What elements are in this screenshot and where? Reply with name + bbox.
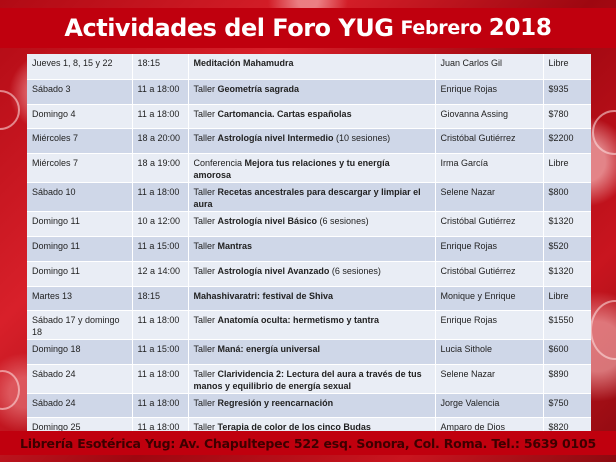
activity-name: Astrología nivel Básico: [217, 215, 318, 226]
cell-time: 11 a 18:00: [132, 310, 188, 339]
cell-date: Domingo 4: [27, 104, 132, 128]
activity-name: Regresión y reencarnación: [217, 397, 334, 408]
cell-date: Jueves 1, 8, 15 y 22: [27, 54, 132, 79]
cell-price: $600: [543, 339, 591, 364]
activity-name: Geometría sagrada: [217, 83, 300, 94]
activity-type: Taller: [193, 421, 218, 432]
footer-banner: [0, 431, 616, 455]
cell-price: $890: [543, 364, 591, 393]
activity-name: Mejora tus relaciones y tu energía amorosa: [193, 157, 390, 180]
activity-name: Astrología nivel Intermedio: [217, 132, 334, 143]
table-row: [27, 153, 591, 182]
cell-price: $1550: [543, 310, 591, 339]
cell-activity: [188, 54, 435, 79]
cell-instructor: Enrique Rojas: [435, 310, 543, 339]
cell-time: 18 a 19:00: [132, 153, 188, 182]
decorative-heart-icon: [590, 300, 616, 360]
cell-activity: [188, 310, 435, 339]
table-row: [27, 286, 591, 310]
activity-name: Mahashivaratri: festival de Shiva: [193, 290, 334, 301]
cell-price: $800: [543, 182, 591, 211]
activity-type: Taller: [193, 240, 218, 251]
cell-price: $820: [543, 417, 591, 439]
cell-time: 10 a 12:00: [132, 211, 188, 236]
cell-price: $1320: [543, 211, 591, 236]
cell-date: Sábado 3: [27, 79, 132, 104]
cell-date: Domingo 18: [27, 339, 132, 364]
cell-time: 11 a 15:00: [132, 339, 188, 364]
cell-instructor: Giovanna Assing: [435, 104, 543, 128]
table-row: [27, 364, 591, 393]
cell-instructor: Juan Carlos Gil: [435, 54, 543, 79]
cell-instructor: Jorge Valencia: [435, 393, 543, 417]
page-title: Actividades del Foro YUG: [64, 14, 394, 42]
cell-date: Martes 13: [27, 286, 132, 310]
cell-activity: [188, 79, 435, 104]
activity-type: Taller: [193, 108, 218, 119]
cell-price: $1320: [543, 261, 591, 286]
cell-time: 11 a 18:00: [132, 182, 188, 211]
table-row: [27, 310, 591, 339]
cell-instructor: Selene Nazar: [435, 364, 543, 393]
decorative-heart-icon: [0, 370, 20, 410]
table-row: [27, 393, 591, 417]
cell-date: Domingo 11: [27, 261, 132, 286]
cell-date: Domingo 11: [27, 211, 132, 236]
activities-table-body: [27, 54, 591, 439]
table-row: [27, 104, 591, 128]
table-row: [27, 211, 591, 236]
cell-date: Miércoles 7: [27, 153, 132, 182]
cell-activity: [188, 153, 435, 182]
title-month: Febrero: [400, 17, 482, 39]
cell-instructor: Enrique Rojas: [435, 79, 543, 104]
cell-time: 11 a 18:00: [132, 364, 188, 393]
cell-date: Domingo 25: [27, 417, 132, 439]
activity-type: Taller: [193, 83, 218, 94]
activity-name: Clarividencia 2: Lectura del aura a través de tus manos y equilibrio de energía sexual: [193, 368, 422, 391]
cell-price: $935: [543, 79, 591, 104]
cell-instructor: Cristóbal Gutiérrez: [435, 211, 543, 236]
cell-time: 11 a 18:00: [132, 393, 188, 417]
cell-activity: [188, 261, 435, 286]
cell-instructor: Lucia Sithole: [435, 339, 543, 364]
cell-time: 11 a 18:00: [132, 79, 188, 104]
activity-name: Meditación Mahamudra: [193, 58, 294, 68]
activity-name: Cartomancia. Cartas españolas: [217, 108, 352, 119]
activity-type: Taller: [193, 215, 218, 226]
activity-type: Taller: [193, 343, 218, 354]
cell-date: Sábado 17 y domingo 18: [27, 310, 132, 339]
cell-activity: [188, 104, 435, 128]
activity-name: Mantras: [217, 240, 253, 251]
cell-time: 11 a 18:00: [132, 104, 188, 128]
table-row: [27, 261, 591, 286]
cell-activity: [188, 286, 435, 310]
cell-instructor: Irma García: [435, 153, 543, 182]
decorative-heart-icon: [0, 90, 20, 130]
activity-name: Terapia de color de los cinco Budas: [217, 421, 371, 432]
cell-time: 18:15: [132, 286, 188, 310]
footer-address: Librería Esotérica Yug: Av. Chapultepec 522 esq. Sonora, Col. Roma. Tel.: 5639 0105: [20, 435, 596, 451]
cell-price: $750: [543, 393, 591, 417]
decorative-heart-icon: [592, 110, 616, 155]
activity-type: Taller: [193, 314, 218, 325]
cell-time: 18 a 20:00: [132, 128, 188, 153]
cell-activity: [188, 128, 435, 153]
cell-activity: [188, 182, 435, 211]
activity-type: Conferencia: [193, 157, 245, 168]
cell-date: Sábado 24: [27, 364, 132, 393]
title-year: 2018: [488, 15, 552, 41]
cell-price: Libre: [543, 54, 591, 79]
cell-activity: [188, 236, 435, 261]
cell-time: 11 a 18:00: [132, 417, 188, 439]
activity-type: Taller: [193, 397, 218, 408]
activity-type: Taller: [193, 265, 218, 276]
cell-date: Domingo 11: [27, 236, 132, 261]
cell-price: $780: [543, 104, 591, 128]
cell-activity: [188, 339, 435, 364]
activity-sessions: (6 sesiones): [317, 215, 369, 226]
activity-sessions: (6 sesiones): [329, 265, 381, 276]
cell-instructor: Selene Nazar: [435, 182, 543, 211]
cell-instructor: Cristóbal Gutiérrez: [435, 261, 543, 286]
table-row: [27, 236, 591, 261]
cell-price: Libre: [543, 153, 591, 182]
table-row: [27, 182, 591, 211]
activity-type: Taller: [193, 132, 218, 143]
table-row: [27, 54, 591, 79]
cell-activity: [188, 211, 435, 236]
cell-price: $520: [543, 236, 591, 261]
cell-price: $2200: [543, 128, 591, 153]
cell-date: Miércoles 7: [27, 128, 132, 153]
cell-activity: [188, 364, 435, 393]
activity-name: Astrología nivel Avanzado: [217, 265, 330, 276]
activity-name: Recetas ancestrales para descargar y limpiar el aura: [193, 186, 421, 209]
title-banner: [0, 8, 616, 48]
cell-instructor: Amparo de Dios: [435, 417, 543, 439]
activity-type: Taller: [193, 186, 218, 197]
cell-time: 11 a 15:00: [132, 236, 188, 261]
table-row: [27, 339, 591, 364]
activity-sessions: (10 sesiones): [333, 132, 391, 143]
cell-date: Sábado 10: [27, 182, 132, 211]
activity-name: Maná: energía universal: [217, 343, 321, 354]
cell-date: Sábado 24: [27, 393, 132, 417]
cell-time: 18:15: [132, 54, 188, 79]
cell-activity: [188, 393, 435, 417]
cell-price: Libre: [543, 286, 591, 310]
table-row: [27, 79, 591, 104]
table-row: [27, 128, 591, 153]
activity-name: Anatomía oculta: hermetismo y tantra: [217, 314, 380, 325]
cell-time: 12 a 14:00: [132, 261, 188, 286]
cell-instructor: Cristóbal Gutiérrez: [435, 128, 543, 153]
activities-table: [27, 54, 591, 440]
activity-type: Taller: [193, 368, 218, 379]
cell-instructor: Monique y Enrique: [435, 286, 543, 310]
cell-instructor: Enrique Rojas: [435, 236, 543, 261]
